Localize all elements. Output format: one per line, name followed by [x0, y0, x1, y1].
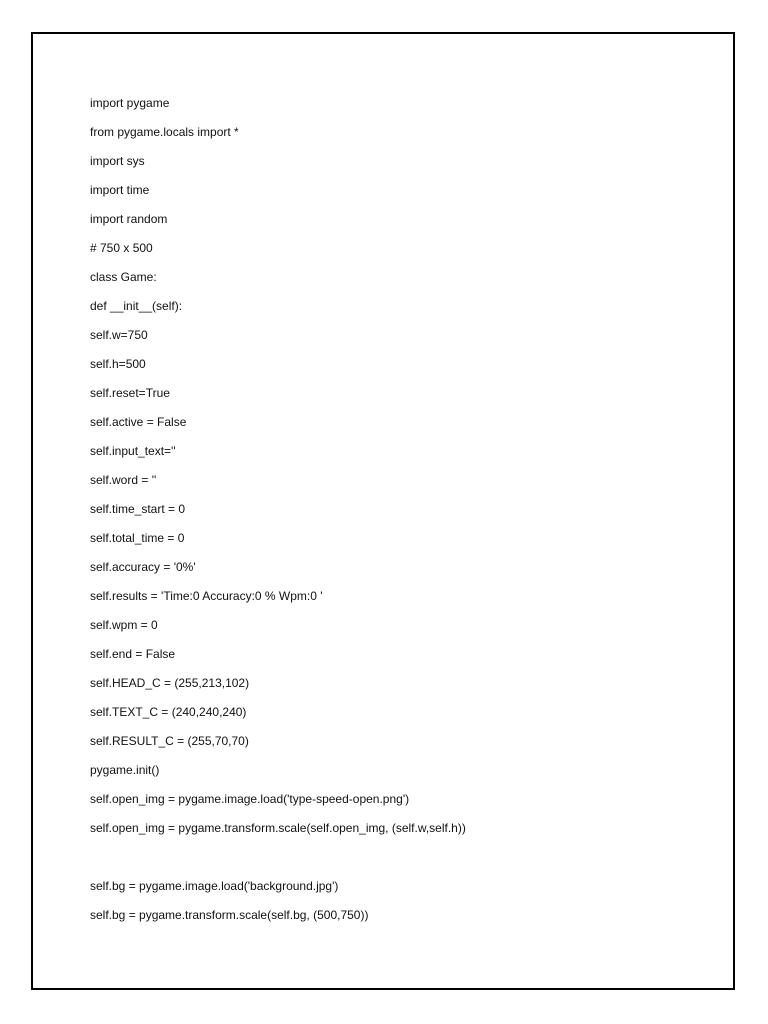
code-line: self.open_img = pygame.image.load('type-speed-open.png') [90, 792, 410, 806]
code-line: self.end = False [90, 647, 176, 661]
code-line: self.w=750 [90, 328, 148, 342]
code-line: self.results = 'Time:0 Accuracy:0 % Wpm:0 ' [90, 589, 323, 603]
code-line: self.TEXT_C = (240,240,240) [90, 705, 247, 719]
code-line: class Game: [90, 270, 157, 284]
code-line: # 750 x 500 [90, 241, 153, 255]
code-line: self.h=500 [90, 357, 146, 371]
code-line: from pygame.locals import * [90, 125, 239, 139]
code-line: self.time_start = 0 [90, 502, 186, 516]
code-line: self.wpm = 0 [90, 618, 158, 632]
code-line: self.total_time = 0 [90, 531, 185, 545]
code-line: self.bg = pygame.image.load('background.jpg') [90, 879, 339, 893]
code-line: pygame.init() [90, 763, 160, 777]
document-page [31, 32, 735, 990]
code-line: self.bg = pygame.transform.scale(self.bg, (500,750)) [90, 908, 369, 922]
code-line: self.reset=True [90, 386, 170, 400]
code-line: import pygame [90, 96, 170, 110]
code-listing [90, 94, 466, 935]
code-line: self.HEAD_C = (255,213,102) [90, 676, 250, 690]
code-line: self.input_text='' [90, 444, 176, 458]
code-line: import sys [90, 154, 145, 168]
code-line: self.active = False [90, 415, 187, 429]
code-line: self.word = '' [90, 473, 157, 487]
blank-line [90, 848, 466, 877]
code-line: self.open_img = pygame.transform.scale(self.open_img, (self.w,self.h)) [90, 821, 466, 835]
code-line: self.RESULT_C = (255,70,70) [90, 734, 249, 748]
code-line: import random [90, 212, 168, 226]
code-line: self.accuracy = '0%' [90, 560, 196, 574]
code-line: import time [90, 183, 150, 197]
code-line: def __init__(self): [90, 299, 183, 313]
